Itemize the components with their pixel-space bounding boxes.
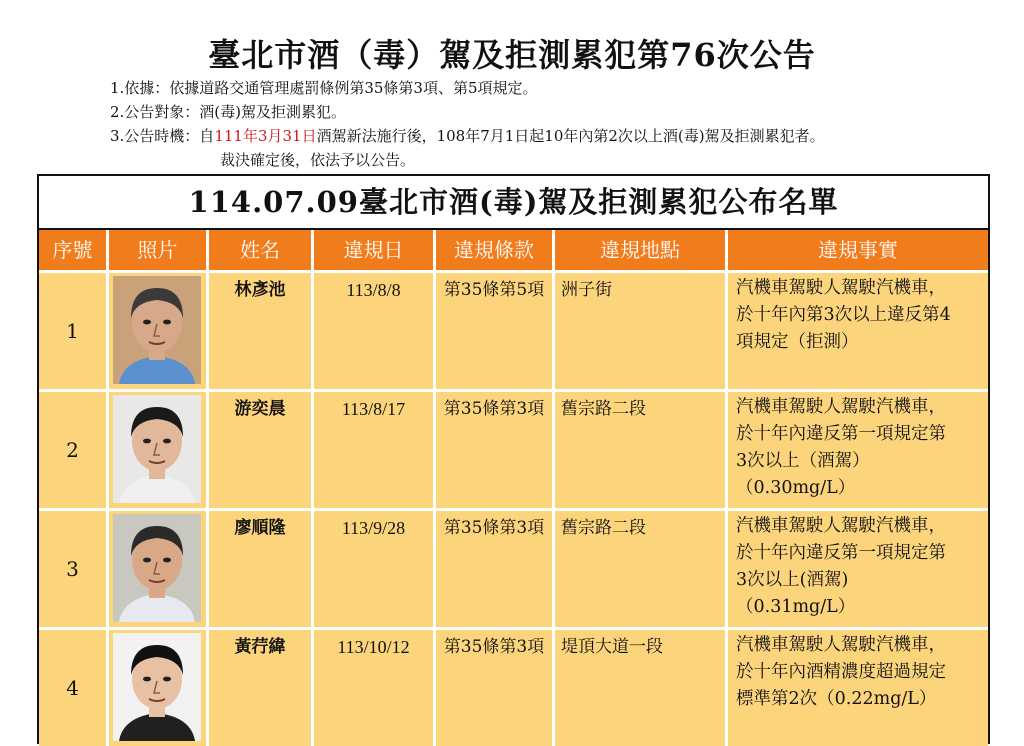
cell-name: 林彥池	[209, 273, 314, 389]
table-row	[39, 392, 988, 508]
cell-article: 第35條第3項	[436, 630, 555, 746]
note-timing-suffix: 酒駕新法施行後，108年7月1日起10年內第2次以上酒(毒)駕及拒測累犯者。	[316, 127, 825, 145]
cell-no: 2	[39, 392, 109, 508]
cell-no: 1	[39, 273, 109, 389]
page-title: 臺北市酒（毒）駕及拒測累犯第76次公告	[208, 36, 816, 74]
fact-line: 於十年內違反第一項規定第	[736, 543, 946, 563]
offender-photo	[113, 514, 201, 622]
cell-location: 洲子街	[555, 273, 728, 389]
cell-date: 113/10/12	[314, 630, 436, 746]
fact-line: 3次以上（酒駕）	[736, 451, 870, 471]
fact-line: 汽機車駕駛人駕駛汽機車，	[736, 278, 946, 298]
cell-name: 黃荇緯	[209, 630, 314, 746]
offender-photo	[113, 633, 201, 741]
cell-article: 第35條第3項	[436, 392, 555, 508]
col-header-location: 違規地點	[555, 230, 728, 270]
list-title: 114.07.09臺北市酒(毒)駕及拒測累犯公布名單	[39, 176, 988, 230]
cell-name: 游奕晨	[209, 392, 314, 508]
fact-line: 標準第2次（0.22mg/L）	[736, 689, 937, 709]
col-header-date: 違規日	[314, 230, 436, 270]
cell-name: 廖順隆	[209, 511, 314, 627]
col-header-fact: 違規事實	[818, 238, 898, 262]
table-header	[39, 230, 988, 270]
fact-line: 於十年內違反第一項規定第	[736, 424, 946, 444]
note-basis: 1.依據：依據道路交通管理處罰條例第35條第3項、第5項規定。	[110, 79, 538, 97]
cell-date: 113/8/17	[314, 392, 436, 508]
cell-date: 113/8/8	[314, 273, 436, 389]
cell-fact	[728, 273, 988, 389]
note-target: 2.公告對象：酒(毒)駕及拒測累犯。	[110, 103, 347, 121]
note-ruling-text: 裁決確定後，依法予以公告。	[220, 151, 416, 169]
notice-notes	[110, 76, 825, 172]
table-body	[39, 273, 988, 746]
col-header-photo: 照片	[109, 230, 209, 270]
note-timing-date: 111年3月31日	[214, 127, 317, 145]
fact-line: 3次以上(酒駕)	[736, 570, 849, 590]
cell-photo	[109, 511, 209, 627]
fact-line: 於十年內第3次以上違反第4	[736, 305, 951, 325]
fact-line: 項規定（拒測）	[736, 332, 859, 352]
offender-photo	[113, 276, 201, 384]
note-timing	[110, 124, 825, 148]
cell-location: 舊宗路二段	[555, 511, 728, 627]
note-timing-prefix: 3.公告時機：自	[110, 127, 215, 145]
cell-photo	[109, 273, 209, 389]
offender-photo	[113, 395, 201, 503]
note-ruling	[110, 148, 825, 172]
col-header-no: 序號	[39, 230, 109, 270]
cell-fact	[728, 511, 988, 627]
cell-photo	[109, 630, 209, 746]
fact-line: 汽機車駕駛人駕駛汽機車，	[736, 397, 946, 417]
fact-line: 汽機車駕駛人駕駛汽機車，	[736, 635, 946, 655]
cell-article: 第35條第5項	[436, 273, 555, 389]
col-header-article: 違規條款	[436, 230, 555, 270]
fact-line: 於十年內酒精濃度超過規定	[736, 662, 946, 682]
cell-date: 113/9/28	[314, 511, 436, 627]
table-row	[39, 630, 988, 746]
cell-no: 4	[39, 630, 109, 746]
cell-fact	[728, 630, 988, 746]
offender-table	[37, 174, 990, 744]
cell-fact	[728, 392, 988, 508]
fact-line: （0.30mg/L）	[736, 478, 856, 498]
col-header-name: 姓名	[209, 230, 314, 270]
fact-line: （0.31mg/L）	[736, 597, 856, 617]
cell-no: 3	[39, 511, 109, 627]
table-row	[39, 511, 988, 627]
cell-photo	[109, 392, 209, 508]
cell-location: 舊宗路二段	[555, 392, 728, 508]
table-row	[39, 273, 988, 389]
cell-article: 第35條第3項	[436, 511, 555, 627]
cell-location: 堤頂大道一段	[555, 630, 728, 746]
fact-line: 汽機車駕駛人駕駛汽機車，	[736, 516, 946, 536]
